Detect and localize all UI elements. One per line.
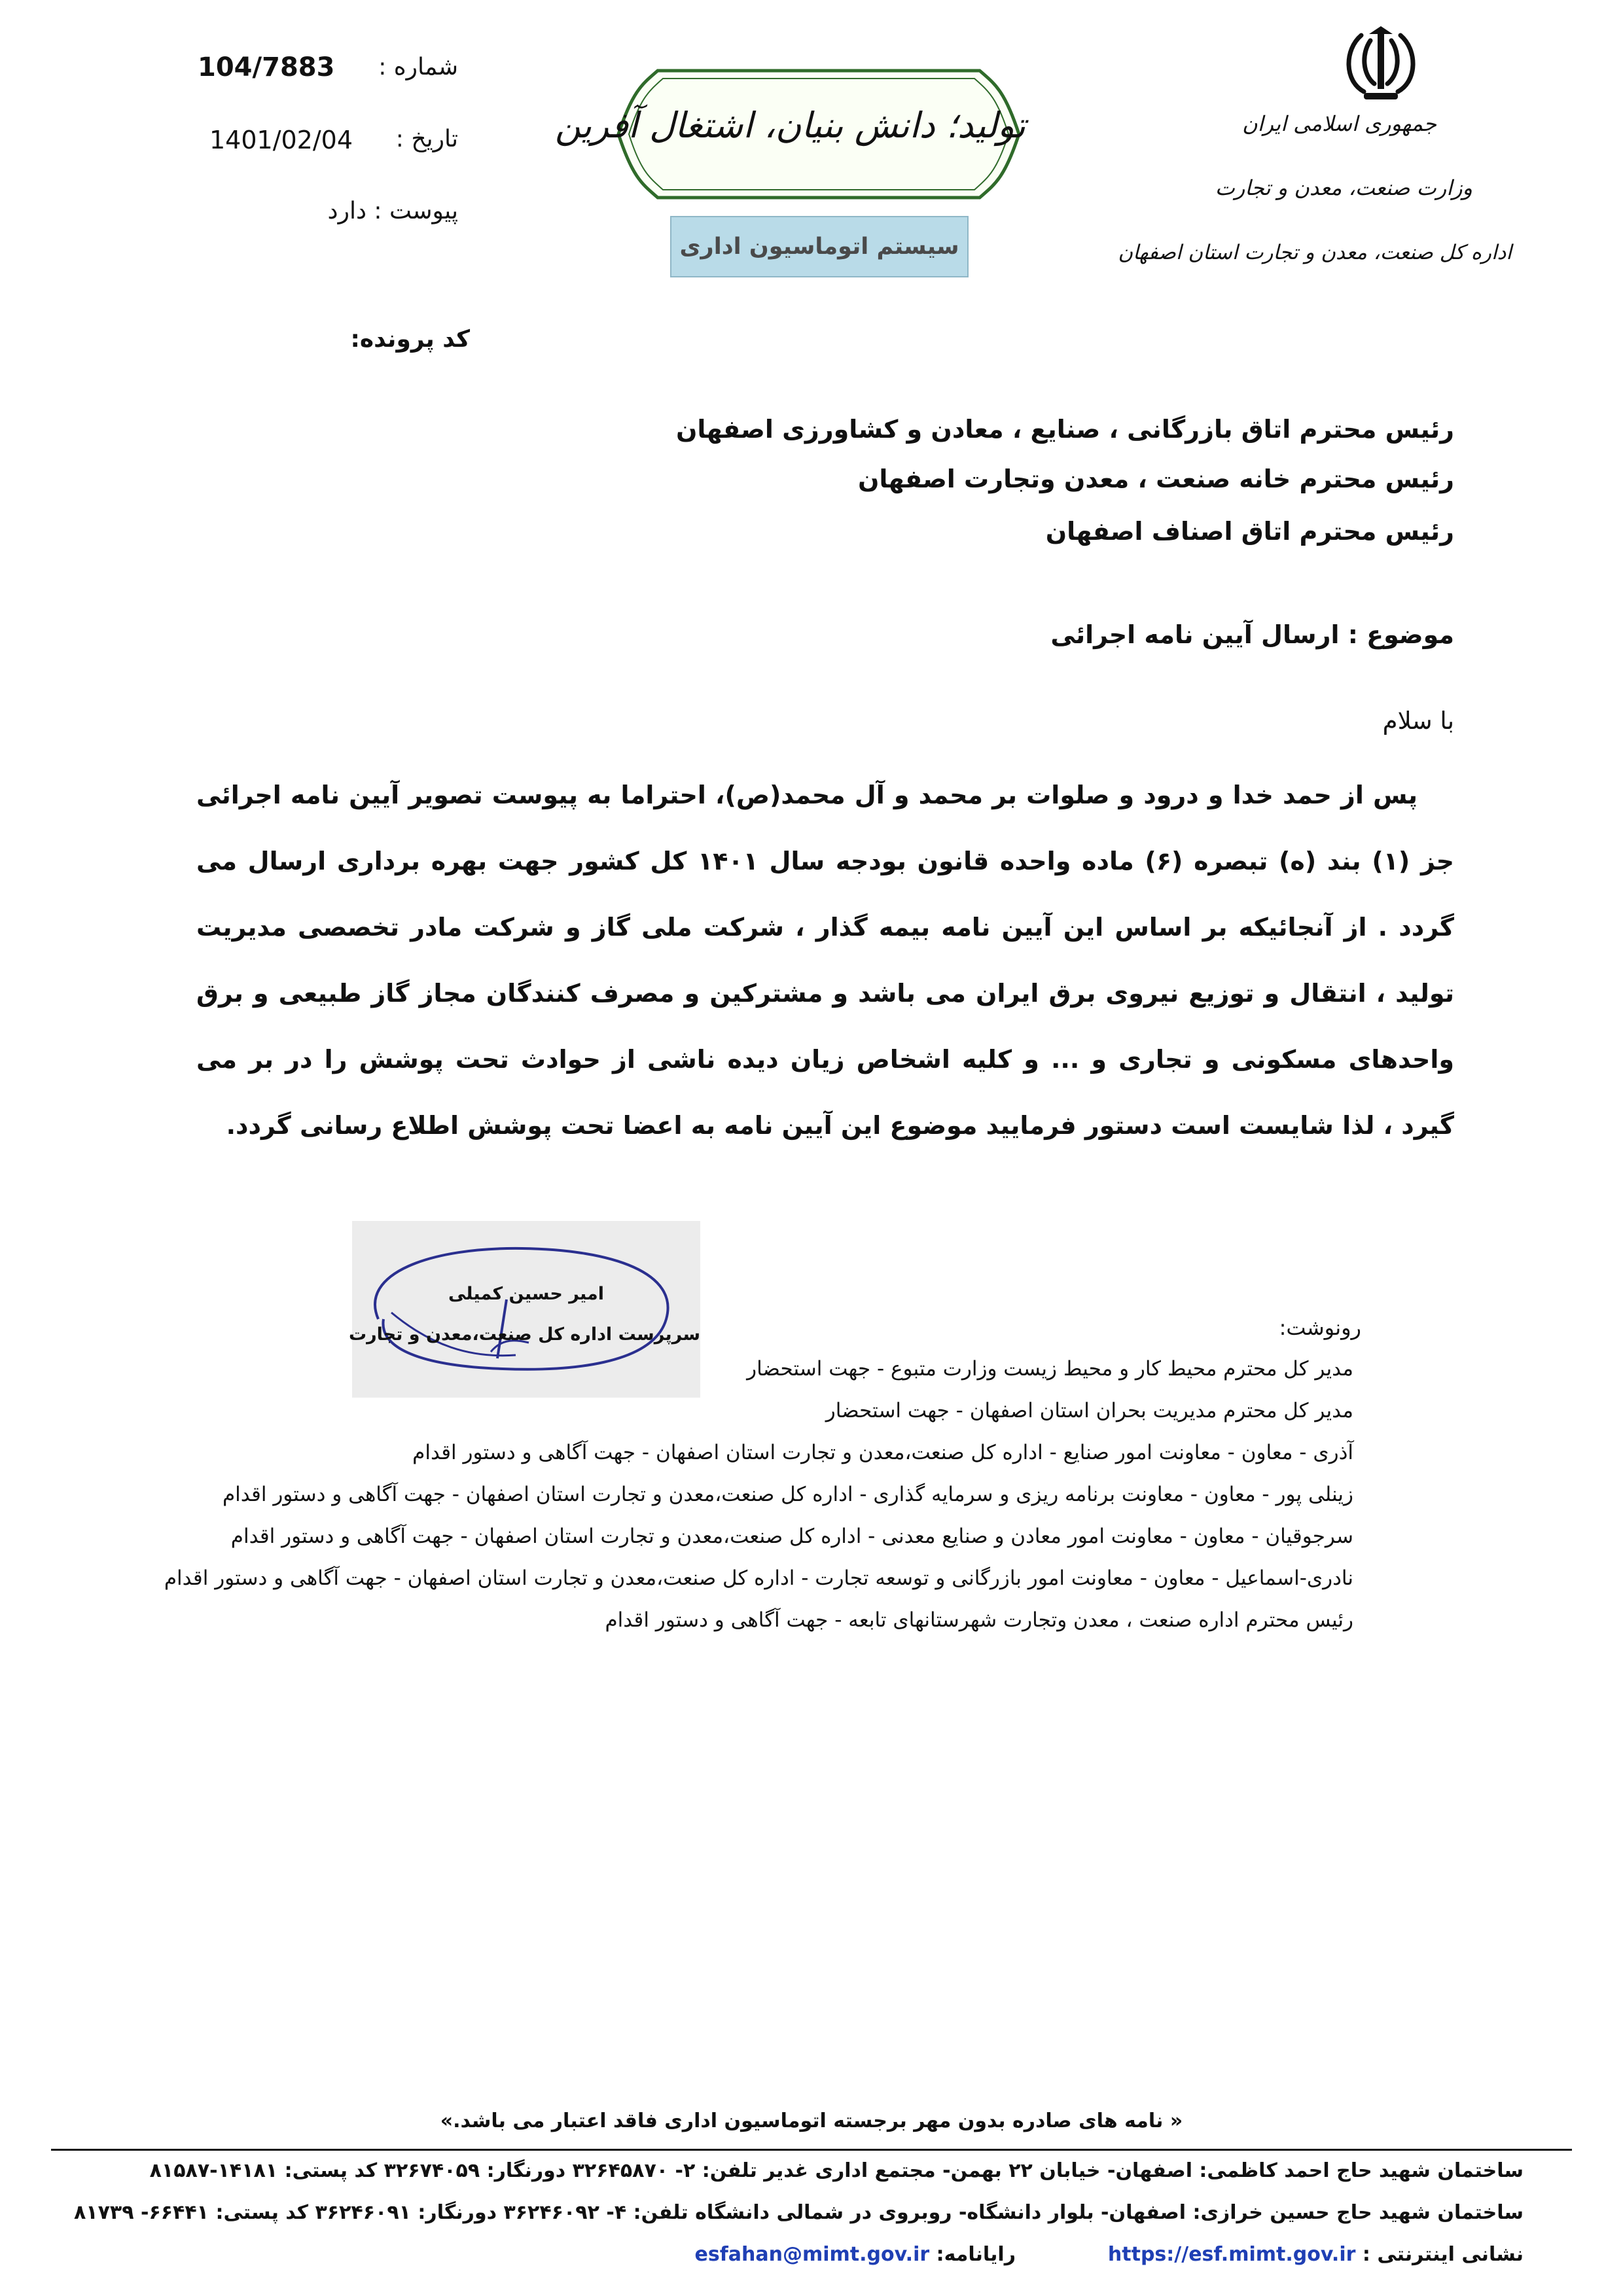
greeting: با سلام (1382, 707, 1454, 735)
recipient-line: رئیس محترم اتاق بازرگانی ، صنایع ، معادن و کشاورزی اصفهان (675, 415, 1454, 444)
cc-item: مدیر کل محترم محیط کار و محیط زیست وزارت متبوع - جهت استحضار (747, 1357, 1353, 1381)
cc-item: نادری-اسماعیل - معاون - معاونت امور بازرگانی و توسعه تجارت - اداره کل صنعت،معدن و تجارت استان اصفهان - جهت آگاهی و دستور اقدام (164, 1566, 1353, 1590)
letter-date: 1401/02/04 (209, 126, 353, 154)
emblem-icon (1335, 24, 1427, 109)
recipient-line: رئیس محترم اتاق اصناف اصفهان (1045, 517, 1454, 546)
website-link[interactable]: https://esf.mimt.gov.ir (1107, 2243, 1356, 2266)
slogan-text: تولید؛ دانش بنیان، اشتغال آفرین (555, 105, 1026, 146)
system-name: سیستم اتوماسیون اداری (679, 234, 959, 260)
number-label: شماره : (378, 54, 458, 80)
letter-body: پس از حمد خدا و درود و صلوات بر محمد و آل محمد(ص)، احتراما به پیوست تصویر آیین نامه اجرائی جز (۱) بند (ه) تبصره (۶) ماده واحده قانون بودجه سال ۱۴۰۱ کل کشور جهت بهره برداری ارسال می گردد . از آنجائیکه بر اساس این آیین نامه بیمه گذار ، شرکت ملی گاز و شرکت مادر تخصصی مدیریت تولید ، انتقال و توزیع نیروی برق ایران می باشد و مشترکین و مصرف کنندگان مجاز گاز طبیعی و برق واحدهای مسکونی و تجاری و ... و کلیه اشخاص زیان دیده ناشی از حوادث تحت پوشش را در بر می گیرد ، لذا شایست است دستور فرمایید موضوع این آیین نامه به اعضا تحت پوشش اطلاع رسانی گردد. (196, 781, 1454, 1140)
recipient-line: رئیس محترم خانه صنعت ، معدن وتجارت اصفهان (857, 465, 1454, 493)
signatory-title: سرپرست اداره کل صنعت،معدن و تجارت (348, 1324, 700, 1345)
validity-notice: « نامه های صادره بدون مهر برجسته اتوماسیون اداری فاقد اعتبار می باشد.» (440, 2110, 1183, 2132)
footer-divider (51, 2149, 1572, 2151)
ministry-line-ministry: وزارت صنعت، معدن و تجارت (1215, 175, 1472, 200)
letter-subject: موضوع : ارسال آیین نامه اجرائی (1050, 620, 1454, 649)
signature-scribble (348, 1221, 700, 1398)
contact-line (694, 2243, 1524, 2266)
date-label: تاریخ : (395, 126, 458, 152)
cc-item: زینلی پور - معاون - معاونت برنامه ریزی و سرمایه گذاری - اداره کل صنعت،معدن و تجارت استان اصفهان - جهت آگاهی و دستور اقدام (222, 1483, 1353, 1506)
cc-label: رونوشت: (1279, 1315, 1361, 1340)
system-banner (670, 216, 969, 277)
address-line-kharrazi: ساختمان شهید حاج حسین خرازی: اصفهان- بلوار دانشگاه- روبروی در شمالی دانشگاه تلفن: ۴- ۳۶۲۴۶۰۹۲ دورنگار: ۳۶۲۴۶۰۹۱ کد پستی: ۶۶۴۴۱- ۸۱۷۳۹ (73, 2201, 1524, 2224)
cc-item: سرجوقیان - معاون - معاونت امور معادن و صنایع معدنی - اداره کل صنعت،معدن و تجارت استان اصفهان - جهت آگاهی و دستور اقدام (230, 1525, 1353, 1548)
file-code-label: کد پرونده: (350, 326, 470, 353)
cc-item: آذری - معاون - معاونت امور صنایع - اداره کل صنعت،معدن و تجارت استان اصفهان - جهت آگاهی و دستور اقدام (412, 1441, 1353, 1464)
ministry-line-country: جمهوری اسلامی ایران (1242, 111, 1436, 136)
signatory-name: امیر حسین کمیلی (448, 1284, 604, 1304)
attachment-status: پیوست : دارد (327, 198, 458, 224)
email-label: رایانامه: (936, 2243, 1016, 2266)
address-line-ghadir: ساختمان شهید حاج احمد کاظمی: اصفهان- خیابان ۲۲ بهمن- مجتمع اداری غدیر تلفن: ۲- ۳۲۶۴۵۸۷۰ دورنگار: ۳۲۶۷۴۰۵۹ کد پستی: ۱۴۱۸۱-۸۱۵۸۷ (149, 2159, 1524, 2182)
cc-item: مدیر کل محترم مدیریت بحران استان اصفهان - جهت استحضار (825, 1399, 1353, 1422)
ministry-line-directorate: اداره کل صنعت، معدن و تجارت استان اصفهان (1118, 241, 1512, 264)
letter-number: 104/7883 (198, 52, 335, 82)
email-link[interactable]: esfahan@mimt.gov.ir (694, 2243, 930, 2266)
cc-item: رئیس محترم اداره صنعت ، معدن وتجارت شهرستانهای تابعه - جهت آگاهی و دستور اقدام (605, 1608, 1353, 1632)
website-label: نشانی اینترنتی : (1362, 2243, 1524, 2266)
